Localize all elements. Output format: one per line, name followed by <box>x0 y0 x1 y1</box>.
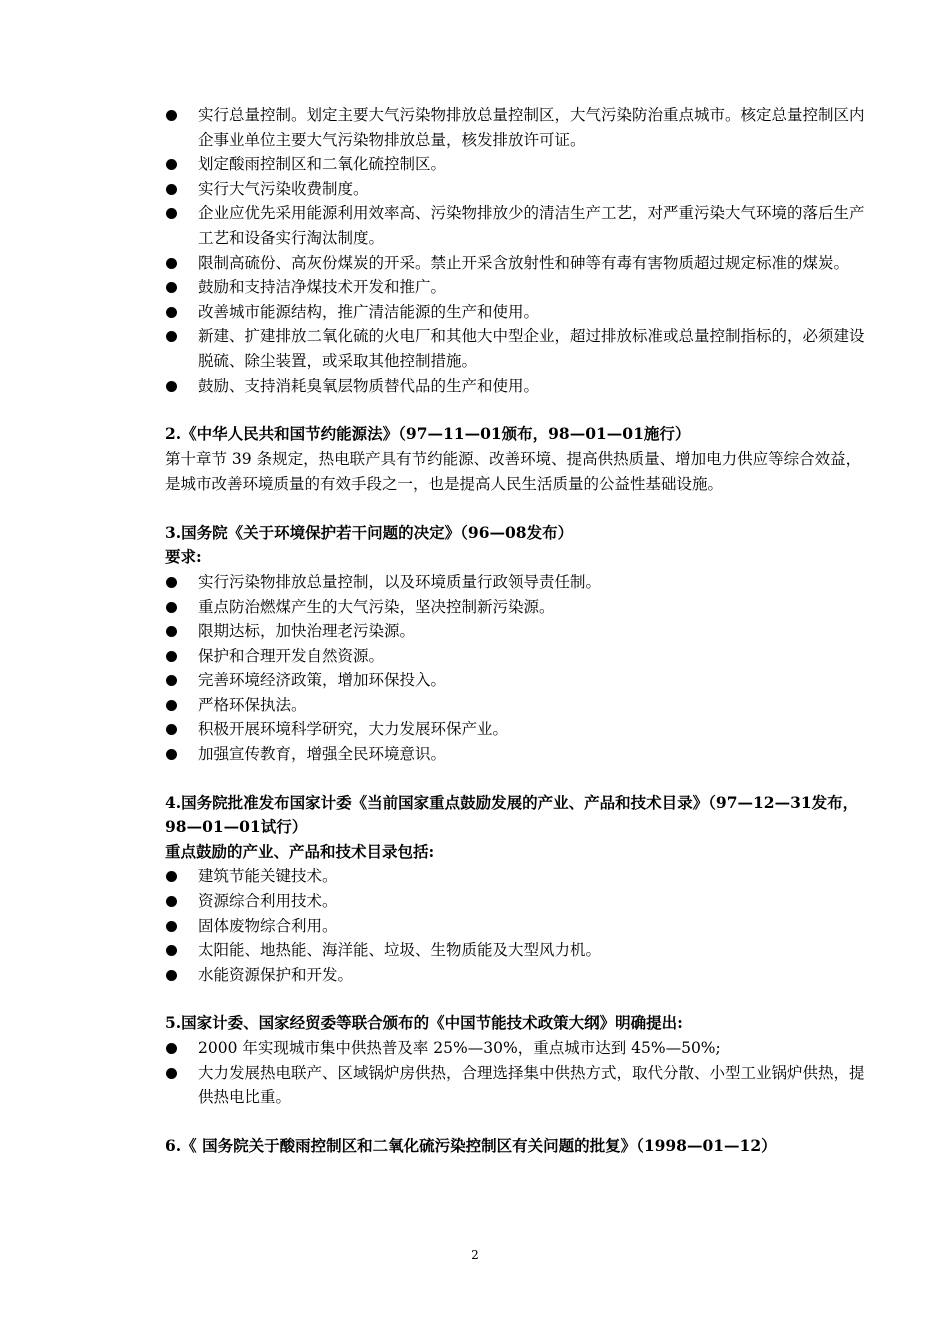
list-item: 严格环保执法。 <box>165 693 865 718</box>
list-item: 大力发展热电联产、区域锅炉房供热，合理选择集中供热方式，取代分散、小型工业锅炉供热，提供热电比重。 <box>165 1061 865 1110</box>
section4-heading: 4.国务院批准发布国家计委《当前国家重点鼓励发展的产业、产品和技术目录》（97—12—31发布，98—01—01试行） <box>165 792 859 837</box>
bullet-icon <box>166 675 177 686</box>
bullet-icon <box>166 724 177 735</box>
list-item: 鼓励、支持消耗臭氧层物质替代品的生产和使用。 <box>165 374 865 399</box>
bullet-icon <box>166 331 177 342</box>
list-item: 积极开展环境科学研究，大力发展环保产业。 <box>165 717 865 742</box>
list-item: 企业应优先采用能源利用效率高、污染物排放少的清洁生产工艺，对严重污染大气环境的落后生产工艺和设备实行淘汰制度。 <box>165 201 865 250</box>
section2-heading: 2.《中华人民共和国节约能源法》（97—11—01颁布，98—01—01施行） <box>165 424 691 444</box>
bullet-icon <box>166 871 177 882</box>
bullet-icon <box>166 970 177 981</box>
bullet-icon <box>166 184 177 195</box>
section1-list <box>165 103 865 398</box>
list-item: 鼓励和支持洁净煤技术开发和推广。 <box>165 275 865 300</box>
list-item: 太阳能、地热能、海洋能、垃圾、生物质能及大型风力机。 <box>165 938 865 963</box>
list-item: 划定酸雨控制区和二氧化硫控制区。 <box>165 152 865 177</box>
list-item: 改善城市能源结构，推广清洁能源的生产和使用。 <box>165 300 865 325</box>
bullet-icon <box>166 381 177 392</box>
bullet-icon <box>166 945 177 956</box>
list-item: 实行总量控制。划定主要大气污染物排放总量控制区，大气污染防治重点城市。核定总量控制区内企事业单位主要大气污染物排放总量，核发排放许可证。 <box>165 103 865 152</box>
section4-list <box>165 864 865 987</box>
section5-list <box>165 1036 865 1110</box>
bullet-icon <box>166 602 177 613</box>
list-item: 水能资源保护和开发。 <box>165 963 865 988</box>
bullet-icon <box>166 749 177 760</box>
list-item: 2000 年实现城市集中供热普及率 25%—30%，重点城市达到 45%—50%; <box>165 1036 865 1061</box>
bullet-icon <box>166 258 177 269</box>
bullet-icon <box>166 626 177 637</box>
section3-list <box>165 570 865 767</box>
list-item: 保护和合理开发自然资源。 <box>165 644 865 669</box>
list-item: 建筑节能关键技术。 <box>165 864 865 889</box>
bullet-icon <box>166 896 177 907</box>
list-item: 实行大气污染收费制度。 <box>165 177 865 202</box>
bullet-icon <box>166 208 177 219</box>
bullet-icon <box>166 307 177 318</box>
bullet-icon <box>166 282 177 293</box>
bullet-icon <box>166 577 177 588</box>
section3-heading: 3.国务院《关于环境保护若干问题的决定》（96—08发布） <box>165 522 574 542</box>
list-item: 实行污染物排放总量控制，以及环境质量行政领导责任制。 <box>165 570 865 595</box>
list-item: 限期达标，加快治理老污染源。 <box>165 619 865 644</box>
section6-heading: 6.《 国务院关于酸雨控制区和二氧化硫污染控制区有关问题的批复》（1998—01—12） <box>165 1135 777 1155</box>
list-item: 完善环境经济政策，增加环保投入。 <box>165 668 865 693</box>
page-number: 2 <box>471 1248 479 1262</box>
bullet-icon <box>166 1043 177 1054</box>
page-content <box>165 103 865 1158</box>
section5-heading: 5.国家计委、国家经贸委等联合颁布的《中国节能技术政策大纲》明确提出: <box>165 1013 683 1033</box>
list-item: 固体废物综合利用。 <box>165 914 865 939</box>
list-item: 限制高硫份、高灰份煤炭的开采。禁止开采含放射性和砷等有毒有害物质超过规定标准的煤炭。 <box>165 251 865 276</box>
list-item: 加强宣传教育，增强全民环境意识。 <box>165 742 865 767</box>
bullet-icon <box>166 921 177 932</box>
bullet-icon <box>166 159 177 170</box>
section2-body: 第十章节 39 条规定，热电联产具有节约能源、改善环境、提高供热质量、增加电力供应等综合效益，是城市改善环境质量的有效手段之一，也是提高人民生活质量的公益性基础设施。 <box>165 449 862 493</box>
bullet-icon <box>166 700 177 711</box>
bullet-icon <box>166 651 177 662</box>
section3-subheading: 要求: <box>165 547 202 567</box>
list-item: 资源综合利用技术。 <box>165 889 865 914</box>
section4-subheading: 重点鼓励的产业、产品和技术目录包括: <box>165 841 435 861</box>
bullet-icon <box>166 110 177 121</box>
bullet-icon <box>166 1068 177 1079</box>
list-item: 新建、扩建排放二氧化硫的火电厂和其他大中型企业，超过排放标准或总量控制指标的，必须建设脱硫、除尘装置，或采取其他控制措施。 <box>165 324 865 373</box>
list-item: 重点防治燃煤产生的大气污染，坚决控制新污染源。 <box>165 595 865 620</box>
